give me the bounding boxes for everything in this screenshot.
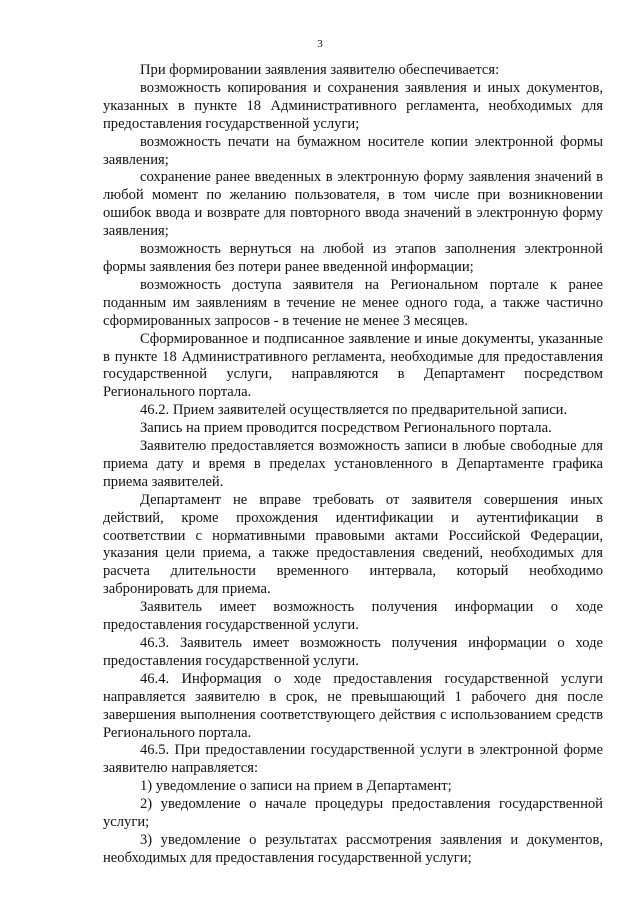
paragraph: 46.3. Заявитель имеет возможность получения информации о ходе предоставления государственной услуги. xyxy=(103,635,603,669)
paragraph: Запись на прием проводится посредством Регионального портала. xyxy=(140,420,552,437)
paragraph: возможность вернуться на любой из этапов заполнения электронной формы заявления без потери ранее введенной информации; xyxy=(103,241,603,275)
paragraph: 46.2. Прием заявителей осуществляется по предварительной записи. xyxy=(140,402,568,419)
list-item: 1) уведомление о записи на прием в Департамент; xyxy=(140,778,452,795)
list-item: 3) уведомление о результатах рассмотрения заявления и документов, необходимых для предоставления государственной услуги; xyxy=(103,831,603,866)
paragraph: 46.4. Информация о ходе предоставления государственной услуги направляется заявителю в срок, не превышающий 1 рабочего дня после завершения выполнения соответствующего действия с использованием средств Регионального портала. xyxy=(103,670,603,741)
paragraph: возможность доступа заявителя на Региональном портале к ранее поданным им заявлениям в течение не менее одного года, а также частично сформированных запросов - в течение не менее 3 месяцев. xyxy=(103,276,603,329)
paragraph: Заявитель имеет возможность получения информации о ходе предоставления государственной услуги. xyxy=(103,599,603,634)
paragraph: Сформированное и подписанное заявление и иные документы, указанные в пункте 18 Административного регламента, необходимые для предоставления государственной услуги, направляются в Департамент посредством Регионального портала. xyxy=(103,330,603,401)
paragraph: При формировании заявления заявителю обеспечивается: xyxy=(140,62,500,78)
paragraph: возможность печати на бумажном носителе копии электронной формы заявления; xyxy=(103,133,603,168)
document-body xyxy=(103,62,603,868)
paragraph: Департамент не вправе требовать от заявителя совершения иных действий, кроме прохождения идентификации и аутентификации в соответствии с нормативными правовыми актами Российской Федерации, указания цели приема, а также предоставления сведений, необходимых для расчета длительности временного интервала, который необходимо забронировать для приема. xyxy=(103,491,603,598)
paragraph: Заявителю предоставляется возможность записи в любые свободные для приема дату и время в пределах установленного в Департаменте графика приема заявителей. xyxy=(103,438,603,490)
paragraph: сохранение ранее введенных в электронную форму заявления значений в любой момент по желанию пользователя, в том числе при возникновении ошибок ввода и возврате для повторного ввода значений в электронную форму заявления; xyxy=(103,169,603,240)
paragraph: возможность копирования и сохранения заявления и иных документов, указанных в пункте 18 Административного регламента, необходимых для предоставления государственной услуги; xyxy=(103,79,603,132)
paragraph: 46.5. При предоставлении государственной услуги в электронной форме заявителю направляется: xyxy=(103,742,603,777)
list-item: 2) уведомление о начале процедуры предоставления государственной услуги; xyxy=(103,796,603,831)
page-number: 3 xyxy=(317,38,323,50)
